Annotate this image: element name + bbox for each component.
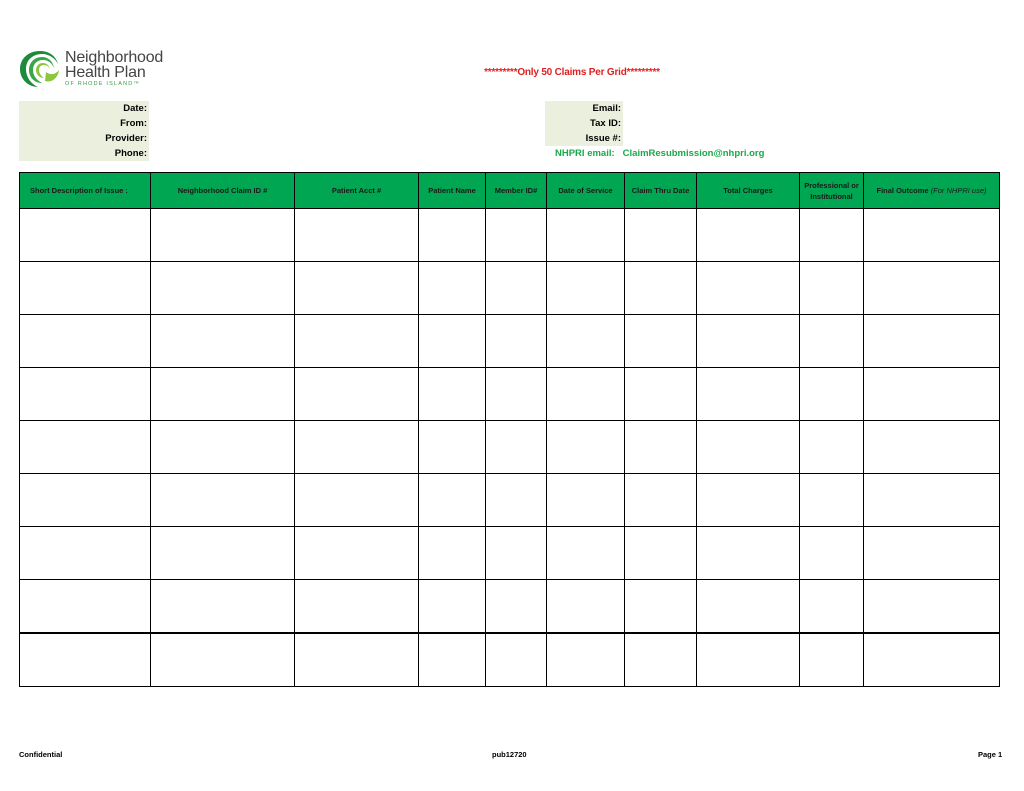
grid-cell[interactable] <box>625 633 697 687</box>
logo-line-1: Neighborhood <box>65 49 164 66</box>
grid-cell[interactable] <box>295 209 419 262</box>
provider-label: Provider: <box>105 133 147 144</box>
grid-cell[interactable] <box>547 527 625 580</box>
grid-cell[interactable] <box>697 421 800 474</box>
grid-cell[interactable] <box>486 580 547 634</box>
col-header-member-id: Member ID# <box>486 173 547 209</box>
grid-cell[interactable] <box>800 262 864 315</box>
footer-doc-id: pub12720 <box>492 750 527 759</box>
grid-cell[interactable] <box>295 421 419 474</box>
issue-number-label: Issue #: <box>585 133 621 144</box>
footer-confidential: Confidential <box>19 750 63 759</box>
grid-cell[interactable] <box>486 474 547 527</box>
grid-cell[interactable] <box>800 315 864 368</box>
table-row <box>20 527 1000 580</box>
logo-line-3: OF RHODE ISLAND™ <box>65 81 141 87</box>
grid-cell[interactable] <box>697 474 800 527</box>
nhpri-email-label: NHPRI email: <box>555 148 615 159</box>
table-row <box>20 209 1000 262</box>
grid-cell[interactable] <box>295 262 419 315</box>
grid-cell[interactable] <box>864 633 1000 687</box>
grid-cell[interactable] <box>547 633 625 687</box>
grid-cell[interactable] <box>864 474 1000 527</box>
grid-cell[interactable] <box>151 580 295 634</box>
grid-cell[interactable] <box>800 474 864 527</box>
final-outcome-label: Final Outcome <box>876 186 929 195</box>
grid-cell[interactable] <box>800 209 864 262</box>
grid-cell[interactable] <box>20 262 151 315</box>
grid-cell[interactable] <box>547 474 625 527</box>
grid-cell[interactable] <box>697 315 800 368</box>
col-header-total-charges: Total Charges <box>697 173 800 209</box>
grid-cell[interactable] <box>151 209 295 262</box>
provider-info-block <box>19 101 149 161</box>
grid-cell[interactable] <box>295 633 419 687</box>
grid-cell[interactable] <box>151 262 295 315</box>
table-row <box>20 315 1000 368</box>
grid-cell[interactable] <box>625 368 697 421</box>
tax-id-label: Tax ID: <box>590 118 621 129</box>
grid-cell[interactable] <box>800 368 864 421</box>
grid-cell[interactable] <box>419 315 486 368</box>
grid-cell[interactable] <box>20 633 151 687</box>
table-row <box>20 421 1000 474</box>
nhpri-email-address[interactable]: ClaimResubmission@nhpri.org <box>622 148 765 159</box>
grid-cell[interactable] <box>864 315 1000 368</box>
grid-cell[interactable] <box>419 262 486 315</box>
grid-cell[interactable] <box>697 368 800 421</box>
grid-cell[interactable] <box>486 262 547 315</box>
grid-cell[interactable] <box>864 580 1000 634</box>
grid-cell[interactable] <box>697 209 800 262</box>
grid-cell[interactable] <box>625 209 697 262</box>
final-outcome-note: (For NHPRI use) <box>930 186 987 195</box>
grid-cell[interactable] <box>864 209 1000 262</box>
grid-cell[interactable] <box>625 527 697 580</box>
grid-cell[interactable] <box>864 368 1000 421</box>
grid-cell[interactable] <box>625 421 697 474</box>
grid-cell[interactable] <box>697 633 800 687</box>
grid-cell[interactable] <box>20 527 151 580</box>
grid-cell[interactable] <box>295 368 419 421</box>
col-header-patient-acct: Patient Acct # <box>295 173 419 209</box>
grid-cell[interactable] <box>20 209 151 262</box>
grid-cell[interactable] <box>800 421 864 474</box>
grid-cell[interactable] <box>625 315 697 368</box>
grid-cell[interactable] <box>547 421 625 474</box>
grid-header-row <box>20 173 1000 209</box>
grid-cell[interactable] <box>20 474 151 527</box>
grid-cell[interactable] <box>486 315 547 368</box>
contact-info-block <box>545 101 623 146</box>
table-row <box>20 580 1000 634</box>
col-header-final-outcome <box>864 173 1000 209</box>
grid-cell[interactable] <box>486 209 547 262</box>
grid-cell[interactable] <box>419 580 486 634</box>
grid-cell[interactable] <box>547 580 625 634</box>
phone-label: Phone: <box>114 148 147 159</box>
grid-cell[interactable] <box>697 527 800 580</box>
grid-cell[interactable] <box>295 474 419 527</box>
grid-cell[interactable] <box>151 633 295 687</box>
grid-cell[interactable] <box>20 421 151 474</box>
grid-cell[interactable] <box>697 580 800 634</box>
col-header-prof-or-inst: Professional or Institutional <box>800 173 864 209</box>
grid-cell[interactable] <box>151 527 295 580</box>
grid-cell[interactable] <box>547 262 625 315</box>
grid-cell[interactable] <box>419 368 486 421</box>
from-label: From: <box>120 118 147 129</box>
col-header-claim-thru-date: Claim Thru Date <box>625 173 697 209</box>
grid-cell[interactable] <box>295 580 419 634</box>
grid-cell[interactable] <box>486 633 547 687</box>
grid-cell[interactable] <box>419 209 486 262</box>
grid-cell[interactable] <box>800 580 864 634</box>
grid-cell[interactable] <box>800 527 864 580</box>
grid-cell[interactable] <box>547 315 625 368</box>
grid-cell[interactable] <box>864 421 1000 474</box>
table-row <box>20 474 1000 527</box>
grid-cell[interactable] <box>419 421 486 474</box>
claims-limit-warning: *********Only 50 Claims Per Grid********* <box>484 67 660 78</box>
grid-cell[interactable] <box>625 474 697 527</box>
nhpri-email-line <box>555 148 764 159</box>
grid-cell[interactable] <box>20 315 151 368</box>
table-row <box>20 368 1000 421</box>
grid-cell[interactable] <box>151 315 295 368</box>
table-row <box>20 262 1000 315</box>
grid-cell[interactable] <box>151 474 295 527</box>
grid-cell[interactable] <box>295 315 419 368</box>
grid-cell[interactable] <box>800 633 864 687</box>
grid-cell[interactable] <box>151 368 295 421</box>
grid-cell[interactable] <box>419 474 486 527</box>
email-label: Email: <box>592 103 621 114</box>
date-label: Date: <box>123 103 147 114</box>
grid-cell[interactable] <box>486 368 547 421</box>
grid-body <box>20 209 1000 687</box>
claims-grid <box>19 172 1000 687</box>
grid-cell[interactable] <box>547 368 625 421</box>
col-header-claim-id: Neighborhood Claim ID # <box>151 173 295 209</box>
grid-cell[interactable] <box>864 262 1000 315</box>
grid-cell[interactable] <box>547 209 625 262</box>
grid-cell[interactable] <box>625 580 697 634</box>
grid-cell[interactable] <box>20 368 151 421</box>
grid-cell[interactable] <box>625 262 697 315</box>
grid-cell[interactable] <box>20 580 151 634</box>
col-header-patient-name: Patient Name <box>419 173 486 209</box>
grid-cell[interactable] <box>697 262 800 315</box>
grid-cell[interactable] <box>486 421 547 474</box>
grid-cell[interactable] <box>419 527 486 580</box>
grid-cell[interactable] <box>864 527 1000 580</box>
grid-cell[interactable] <box>295 527 419 580</box>
table-row <box>20 633 1000 687</box>
col-header-short-description: Short Description of Issue : <box>20 173 151 209</box>
grid-cell[interactable] <box>419 633 486 687</box>
grid-cell[interactable] <box>486 527 547 580</box>
footer-page-number: Page 1 <box>978 750 1003 759</box>
logo-line-2: Health Plan <box>65 64 146 81</box>
grid-cell[interactable] <box>151 421 295 474</box>
col-header-date-of-service: Date of Service <box>547 173 625 209</box>
